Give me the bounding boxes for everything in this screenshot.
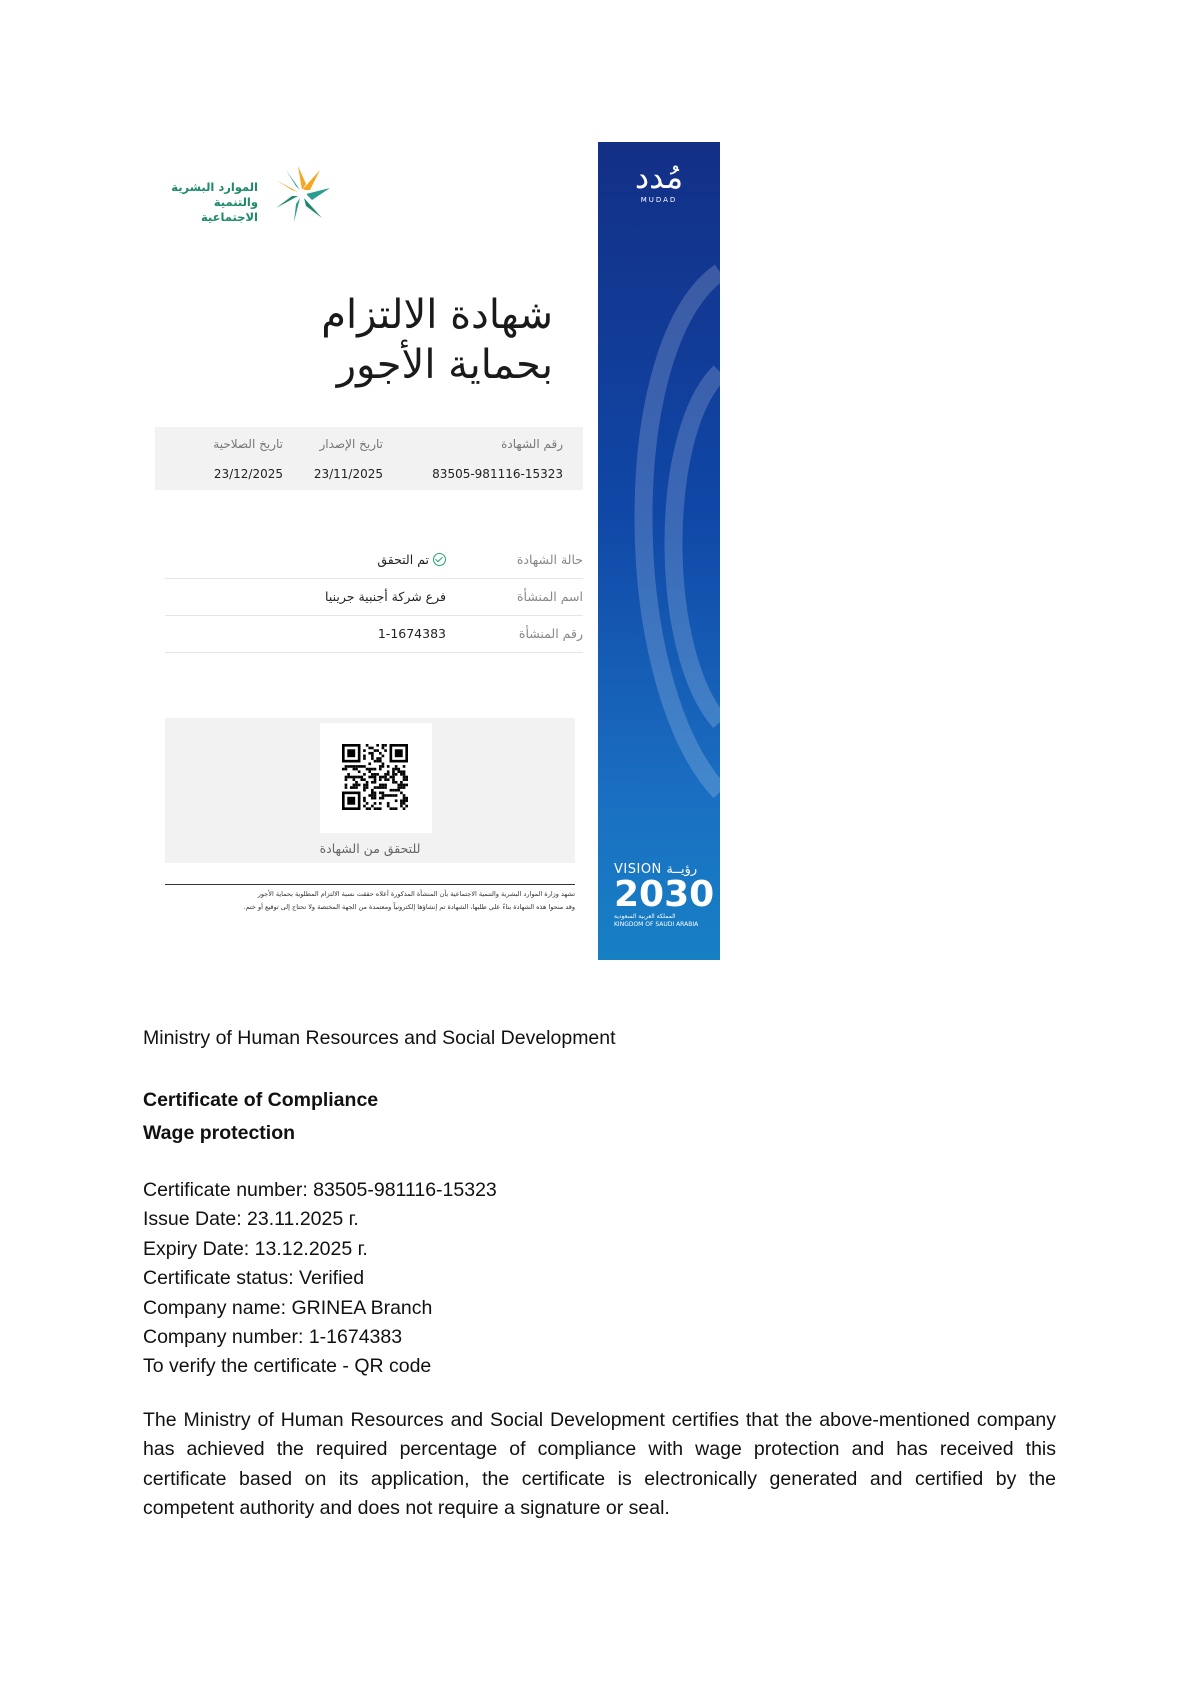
check-circle-icon [433,553,446,566]
ministry-logo [158,162,348,226]
certificate-image [155,142,720,960]
cert-number-label: رقم الشهادة [501,437,563,451]
vision-arabic: رؤيــة [666,862,698,877]
qr-section [165,718,575,863]
ministry-logo-text [158,180,258,225]
vision-english: VISION [614,862,662,877]
detail-company-name: Company name: GRINEA Branch [143,1296,433,1319]
document-heading [143,1084,1056,1150]
detail-verify-qr: To verify the certificate - QR code [143,1355,432,1378]
vision-2030-logo [614,862,714,929]
cert-number-value: 83505-981116-15323 [432,467,563,481]
title-line2: بحماية الأجور [336,342,553,388]
company-name-label: اسم المنشأة [516,589,583,604]
mudad-logo-arabic: مُدد [634,158,684,196]
qr-card [320,723,432,833]
info-cert-number [432,437,563,481]
issue-date-value: 23/11/2025 [313,467,383,481]
mudad-side-band [598,142,720,960]
qr-code-icon[interactable] [342,744,408,810]
vision-year: 2030 [614,874,715,915]
expiry-date-label: تاريخ الصلاحية [213,437,283,451]
legal-text [165,888,575,914]
row-company-number [165,616,583,653]
ministry-line: Ministry of Human Resources and Social Development [143,1027,616,1049]
certificate-body [155,142,598,960]
legal-line1: تشهد وزارة الموارد البشرية والتنمية الاجتماعية بأن المنشأة المذكورة أعلاه حققت نسبة الالتزام المطلوبة بحماية الأجور [257,890,575,898]
logo-text-line1: الموارد البشرية [171,180,258,194]
issue-date-label: تاريخ الإصدار [319,437,383,451]
vision-sub-english: KINGDOM OF SAUDI ARABIA [614,921,699,928]
status-text: تم التحقق [377,552,429,567]
certification-paragraph: The Ministry of Human Resources and Social Development certifies that the above-mentioned company has achieved the required percentage of compliance with wage protection and has received this certificate based on its application, the certificate is electronically generated and certified by the competent authority and does not require a signature or seal. [143,1409,1056,1520]
row-company-name [165,579,583,616]
detail-certificate-status: Certificate status: Verified [143,1267,365,1290]
title-line1: شهادة الالتزام [321,292,553,338]
divider [165,884,575,885]
expiry-date-value: 23/12/2025 [213,467,283,481]
mudad-logo-english: MUDAD [640,196,678,204]
company-name-value: فرع شركة أجنبية جرينيا [325,589,446,604]
certificate-details-list [143,1176,1056,1382]
ministry-star-icon [270,162,334,226]
status-label: حالة الشهادة [516,552,583,567]
heading-line1: Certificate of Compliance [143,1089,379,1111]
mudad-logo [598,158,720,204]
heading-line2: Wage protection [143,1122,296,1144]
certificate-detail-rows [165,542,583,653]
certificate-info-box [155,427,583,490]
logo-text-line2: والتنمية الاجتماعية [200,195,258,224]
status-value [377,552,446,567]
detail-issue-date: Issue Date: 23.11.2025 г. [143,1208,359,1231]
vision-sub-arabic: المملكة العربية السعودية [614,913,676,920]
company-number-label: رقم المنشأة [518,626,583,641]
qr-caption: للتحقق من الشهادة [319,841,421,856]
info-issue-date [314,437,383,481]
certificate-title [321,290,553,390]
company-number-value: 1-1674383 [377,626,446,641]
info-expiry-date [213,437,283,481]
decorative-arcs [598,142,720,960]
row-certificate-status [165,542,583,579]
detail-expiry-date: Expiry Date: 13.12.2025 г. [143,1237,368,1260]
detail-company-number: Company number: 1-1674383 [143,1326,403,1349]
legal-line2: وقد منحوا هذه الشهادة بناءً على طلبها، الشهادة تم إنشاؤها إلكترونياً ومعتمدة من الجهة المختصة ولا تحتاج إلى توقيع أو ختم. [243,903,575,911]
detail-certificate-number: Certificate number: 83505-981116-15323 [143,1179,497,1201]
